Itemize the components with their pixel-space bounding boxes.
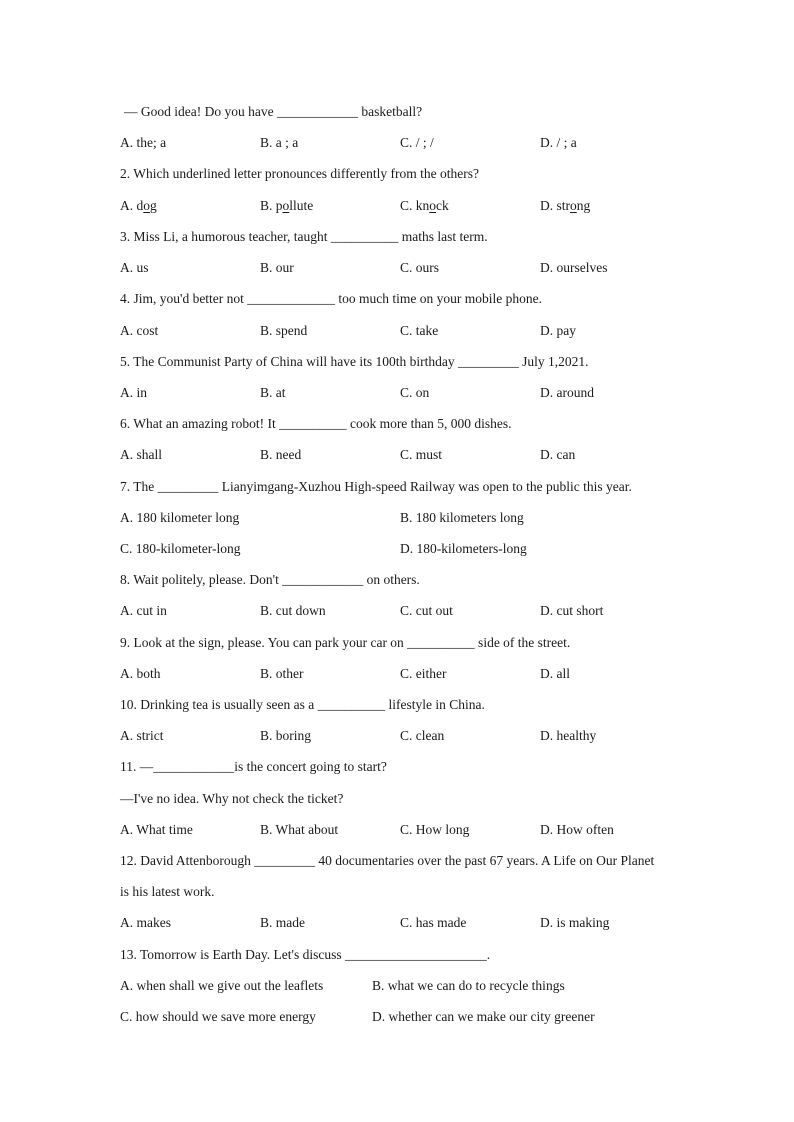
option-b: B. cut down <box>260 603 326 618</box>
question-2: 2. Which underlined letter pronounces differently from the others? <box>120 166 480 181</box>
option-b: B. boring <box>260 728 312 743</box>
option-d: D. ourselves <box>540 260 608 275</box>
option-b: B. 180 kilometers long <box>400 510 524 525</box>
option-b: B. What about <box>260 822 339 837</box>
option-d: D. strong <box>540 198 591 213</box>
option-b: B. a ; a <box>260 135 299 150</box>
option-c: C. cut out <box>400 603 453 618</box>
question-5: 5. The Communist Party of China will have its 100th birthday _________ July 1,2021. <box>120 354 589 369</box>
option-d: D. healthy <box>540 728 597 743</box>
option-c: C. on <box>400 385 430 400</box>
question-13: 13. Tomorrow is Earth Day. Let's discuss _____________________. <box>120 947 491 962</box>
question-1-continuation: — Good idea! Do you have ____________ basketball? <box>124 104 423 119</box>
option-d: D. How often <box>540 822 614 837</box>
option-a: A. dog <box>120 198 157 213</box>
question-11-reply: —I've no idea. Why not check the ticket? <box>120 791 344 806</box>
option-a: A. makes <box>120 915 171 930</box>
option-c: C. take <box>400 323 439 338</box>
option-c: C. How long <box>400 822 470 837</box>
option-c: C. has made <box>400 915 467 930</box>
option-a: A. the; a <box>120 135 167 150</box>
option-a: A. in <box>120 385 147 400</box>
option-a: A. 180 kilometer long <box>120 510 240 525</box>
option-b: B. made <box>260 915 305 930</box>
option-a: A. strict <box>120 728 164 743</box>
question-7: 7. The _________ Lianyimgang-Xuzhou High-speed Railway was open to the public this year. <box>120 479 632 494</box>
option-d: D. is making <box>540 915 610 930</box>
option-c: C. 180-kilometer-long <box>120 541 241 556</box>
question-12-continuation: is his latest work. <box>120 884 215 899</box>
option-b: B. our <box>260 260 294 275</box>
option-a: A. us <box>120 260 149 275</box>
option-b: B. pollute <box>260 198 314 213</box>
option-a: A. What time <box>120 822 193 837</box>
question-4: 4. Jim, you'd better not _____________ too much time on your mobile phone. <box>120 291 543 306</box>
option-d: D. all <box>540 666 570 681</box>
option-c: C. how should we save more energy <box>120 1009 316 1024</box>
option-c: C. either <box>400 666 447 681</box>
option-a: A. cut in <box>120 603 167 618</box>
question-6: 6. What an amazing robot! It __________ cook more than 5, 000 dishes. <box>120 416 512 431</box>
option-b: B. need <box>260 447 302 462</box>
question-10: 10. Drinking tea is usually seen as a __________ lifestyle in China. <box>120 697 485 712</box>
option-c: C. clean <box>400 728 445 743</box>
option-b: B. what we can do to recycle things <box>372 978 565 993</box>
option-a: A. shall <box>120 447 162 462</box>
question-3: 3. Miss Li, a humorous teacher, taught __________ maths last term. <box>120 229 488 244</box>
option-b: B. at <box>260 385 286 400</box>
question-11: 11. —____________is the concert going to start? <box>120 759 387 774</box>
option-a: A. both <box>120 666 161 681</box>
option-d: D. whether can we make our city greener <box>372 1009 595 1024</box>
option-c: C. ours <box>400 260 440 275</box>
option-a: A. when shall we give out the leaflets <box>120 978 324 993</box>
option-c: C. / ; / <box>400 135 434 150</box>
option-d: D. pay <box>540 323 576 338</box>
option-a: A. cost <box>120 323 159 338</box>
question-8: 8. Wait politely, please. Don't ____________ on others. <box>120 572 420 587</box>
option-d: D. cut short <box>540 603 604 618</box>
option-b: B. spend <box>260 323 308 338</box>
question-12: 12. David Attenborough _________ 40 documentaries over the past 67 years. A Life on Our Planet <box>120 853 655 868</box>
option-d: D. can <box>540 447 576 462</box>
option-d: D. 180-kilometers-long <box>400 541 527 556</box>
question-9: 9. Look at the sign, please. You can park your car on __________ side of the street. <box>120 635 571 650</box>
option-c: C. must <box>400 447 443 462</box>
option-b: B. other <box>260 666 304 681</box>
option-c: C. knock <box>400 198 449 213</box>
option-d: D. / ; a <box>540 135 577 150</box>
option-d: D. around <box>540 385 594 400</box>
